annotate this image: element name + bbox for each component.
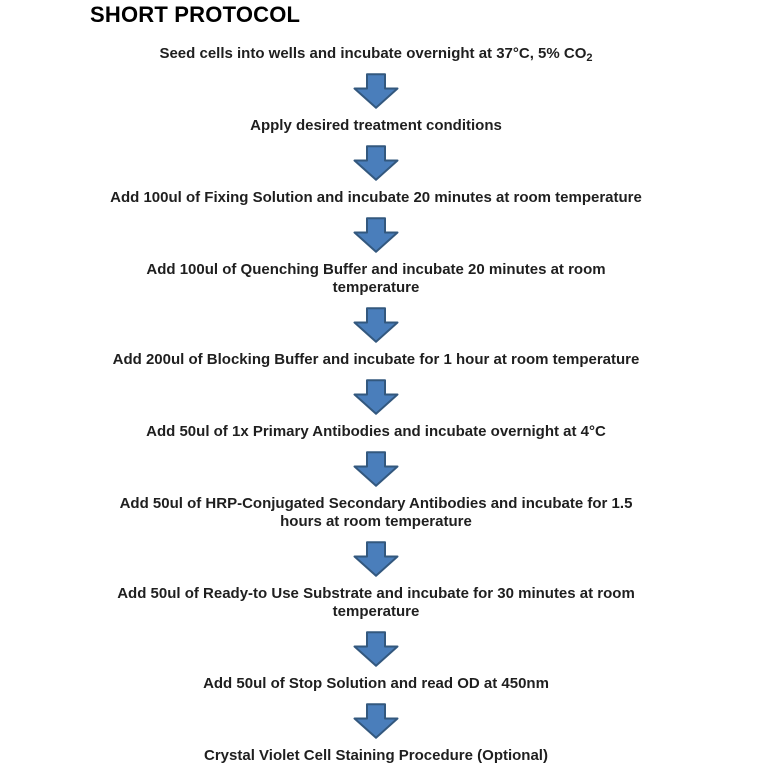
protocol-flowchart [0, 4, 764, 764]
step-6-text: Add 50ul of 1x Primary Antibodies and incubate overnight at 4°C [146, 423, 606, 440]
down-arrow-icon [353, 307, 399, 343]
co2-subscript: 2 [586, 52, 593, 64]
step-10-text: Crystal Violet Cell Staining Procedure (Optional) [204, 747, 548, 764]
step-3-text: Add 100ul of Fixing Solution and incubate 20 minutes at room temperature [110, 189, 642, 206]
down-arrow-icon [353, 703, 399, 739]
down-arrow-icon [353, 379, 399, 415]
step-1-text: Seed cells into wells and incubate overnight at 37°C, 5% $CO_2$ [159, 45, 593, 64]
down-arrow-icon [353, 217, 399, 253]
down-arrow-icon [353, 73, 399, 109]
down-arrow-icon [353, 451, 399, 487]
step-4-text: Add 100ul of Quenching Buffer and incubate 20 minutes at room temperature [146, 261, 606, 296]
step-7-text: Add 50ul of HRP-Conjugated Secondary Antibodies and incubate for 1.5 hours at room temperature [119, 495, 633, 530]
down-arrow-icon [353, 541, 399, 577]
down-arrow-icon [353, 631, 399, 667]
page-title: SHORT PROTOCOL [90, 2, 301, 27]
down-arrow-icon [353, 145, 399, 181]
step-2-text: Apply desired treatment conditions [250, 117, 502, 134]
step-5-text: Add 200ul of Blocking Buffer and incubate for 1 hour at room temperature [112, 351, 640, 368]
flowchart-column [0, 45, 764, 764]
step-8-text: Add 50ul of Ready-to Use Substrate and incubate for 30 minutes at room temperature [117, 585, 635, 620]
step-9-text: Add 50ul of Stop Solution and read OD at 450nm [203, 675, 549, 692]
